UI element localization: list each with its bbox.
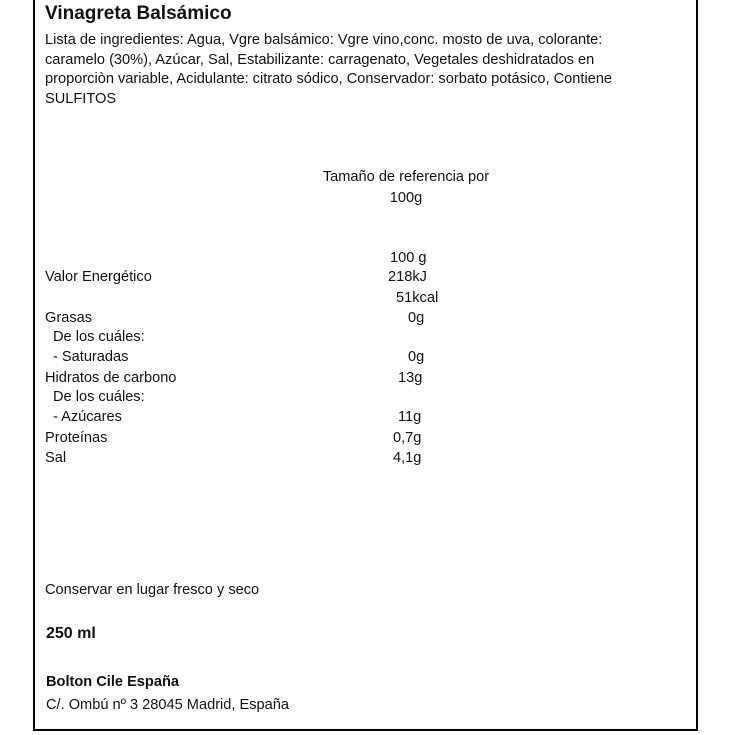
reference-line-2: 100g bbox=[389, 190, 423, 206]
energy-kj: 218kJ bbox=[388, 269, 427, 285]
fat-label: Grasas bbox=[45, 310, 93, 326]
label-frame bbox=[33, 0, 698, 731]
salt-label: Sal bbox=[45, 450, 67, 466]
carbs-of-which: De los cuáles: bbox=[53, 389, 145, 405]
protein-label: Proteínas bbox=[45, 430, 108, 446]
saturated-value: 0g bbox=[408, 349, 425, 365]
fat-value: 0g bbox=[408, 310, 425, 326]
sugars-value: 11g bbox=[398, 409, 422, 425]
protein-value: 0,7g bbox=[393, 430, 422, 446]
fat-of-which: De los cuáles: bbox=[53, 329, 145, 345]
carbs-label: Hidratos de carbono bbox=[45, 370, 177, 386]
salt-value: 4,1g bbox=[393, 450, 422, 466]
reference-line-1: Tamaño de referencia por bbox=[322, 169, 490, 185]
product-title: Vinagreta Balsámico bbox=[45, 3, 232, 24]
energy-kcal: 51kcal bbox=[396, 290, 439, 306]
carbs-value: 13g bbox=[398, 370, 423, 386]
volume: 250 ml bbox=[46, 625, 96, 642]
reference-size bbox=[300, 167, 512, 209]
storage-instructions: Conservar en lugar fresco y seco bbox=[45, 582, 260, 598]
company-address: C/. Ombú nº 3 28045 Madrid, España bbox=[46, 697, 290, 713]
energy-label: Valor Energético bbox=[45, 269, 152, 285]
ingredients-list: Lista de ingredientes: Agua, Vgre balsámico: Vgre vino,conc. mosto de uva, colorante: caramelo (30%), Azúcar, Sal, Estabilizante: carragenato, Vegetales deshidratados en proporciòn variable, Acidulante: citrato sódico, Conservador: sorbato potásico, Contiene SULFITOS bbox=[45, 32, 613, 107]
company-name: Bolton Cile España bbox=[46, 674, 179, 690]
sugars-label: - Azúcares bbox=[53, 409, 122, 425]
column-header: 100 g bbox=[390, 250, 427, 266]
saturated-label: - Saturadas bbox=[53, 349, 129, 365]
